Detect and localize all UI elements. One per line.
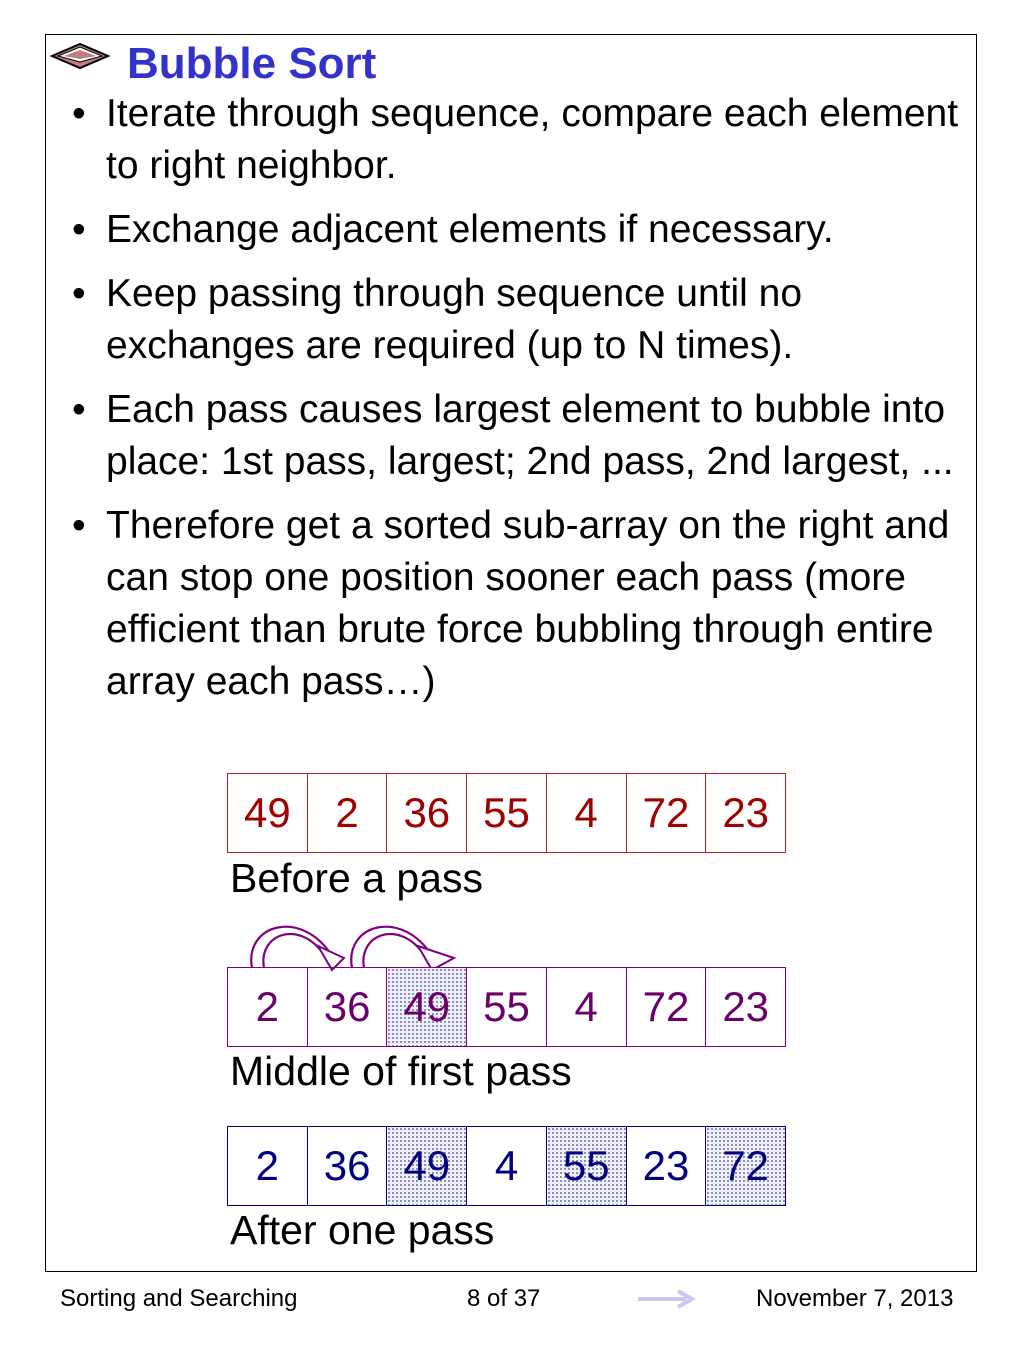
bullet-list <box>72 88 962 720</box>
bullet-dot-icon: • <box>72 388 86 431</box>
array-cell: 2 <box>308 774 388 852</box>
bullet-dot-icon: • <box>72 272 86 315</box>
right-arrow-icon[interactable] <box>636 1288 696 1310</box>
array-after-pass <box>227 1126 786 1206</box>
bullet-text: Each pass causes largest element to bubble into place: 1st pass, largest; 2nd pass, 2nd largest, ... <box>106 388 954 483</box>
diamond-bullet-icon <box>50 40 110 76</box>
array-cell-highlighted: 55 <box>547 1127 627 1205</box>
bullet-item <box>72 500 962 708</box>
bullet-item <box>72 384 962 488</box>
bullet-text: Therefore get a sorted sub-array on the right and can stop one position sooner each pass (more efficient than brute force bubbling through entire array each pass…) <box>106 504 950 703</box>
array-cell: 49 <box>228 774 308 852</box>
bullet-text: Exchange adjacent elements if necessary. <box>106 208 834 251</box>
caption-after-pass: After one pass <box>230 1207 495 1253</box>
array-cell: 2 <box>228 968 308 1046</box>
array-before-pass <box>227 773 786 853</box>
array-cell: 55 <box>467 968 547 1046</box>
array-cell: 36 <box>308 1127 388 1205</box>
array-cell: 2 <box>228 1127 308 1205</box>
bullet-text: Keep passing through sequence until no exchanges are required (up to N times). <box>106 272 803 367</box>
array-cell: 36 <box>387 774 467 852</box>
array-cell: 4 <box>547 968 627 1046</box>
footer-page-number: 8 of 37 <box>467 1285 541 1312</box>
bullet-dot-icon: • <box>72 504 86 547</box>
array-cell: 23 <box>722 983 770 1030</box>
array-cell: 72 <box>627 968 707 1046</box>
curved-swap-arrow-icon <box>240 912 470 972</box>
caption-before-pass: Before a pass <box>230 855 483 901</box>
footer-date: November 7, 2013 <box>756 1285 954 1312</box>
slide-title: Bubble Sort <box>127 39 377 88</box>
array-cell: 72 <box>627 774 707 852</box>
array-cell: 55 <box>467 774 547 852</box>
array-cell-highlighted: 72 <box>706 1127 785 1205</box>
bullet-item <box>72 268 962 372</box>
array-cell: 23 <box>627 1127 707 1205</box>
array-cell-highlighted: 49 <box>387 968 467 1046</box>
array-cell: 4 <box>547 774 627 852</box>
footer-course-title: Sorting and Searching <box>60 1285 298 1312</box>
caption-middle-pass: Middle of first pass <box>230 1048 572 1094</box>
bullet-dot-icon: • <box>72 208 86 251</box>
bullet-item <box>72 204 962 256</box>
array-middle-pass <box>227 967 786 1047</box>
bullet-dot-icon: • <box>72 92 86 135</box>
array-cell: 36 <box>308 968 388 1046</box>
bullet-text: Iterate through sequence, compare each element to right neighbor. <box>106 92 959 187</box>
array-cell-highlighted: 49 <box>387 1127 467 1205</box>
bullet-item <box>72 88 962 192</box>
array-cell: 23 <box>722 789 770 836</box>
array-cell: 4 <box>467 1127 547 1205</box>
